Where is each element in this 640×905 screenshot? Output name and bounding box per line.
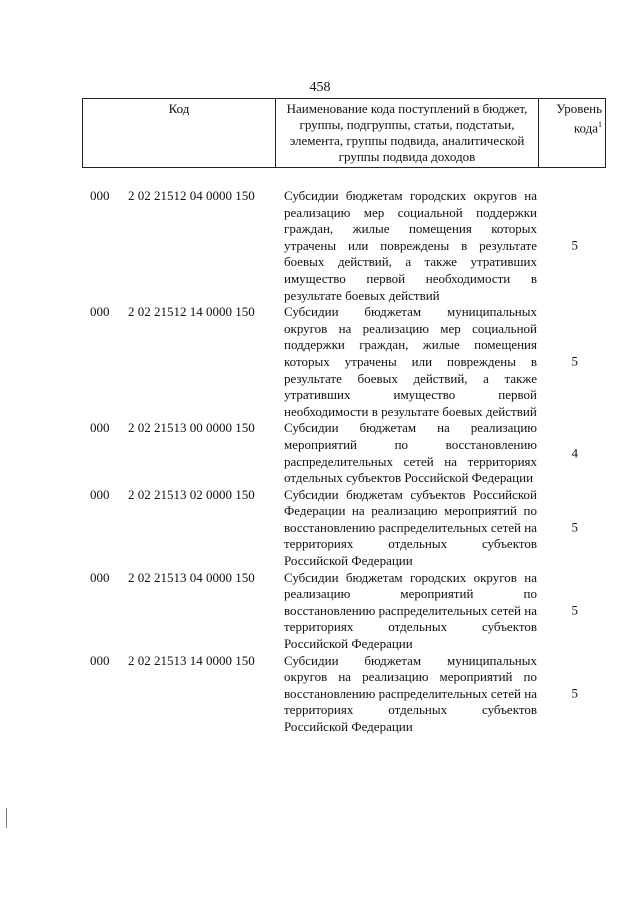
row-description: Субсидии бюджетам на реализацию мероприятий по восстановлению распределительных сетей на территориях отдельных субъектов Российской Федерации [284, 420, 537, 486]
column-header-level [539, 99, 606, 168]
column-header-name: Наименование кода поступлений в бюджет, группы, подгруппы, статьи, подстатьи, элемента, группы подвида, аналитической группы подвида доходов [276, 99, 539, 168]
row-prefix: 000 [90, 188, 110, 203]
row-code: 2 02 21513 04 0000 150 [128, 569, 255, 585]
row-description: Субсидии бюджетам городских округов на реализацию мер социальной поддержки граждан, жилые помещения которых утрачены или повреждены в результате боевых действий, а также утративших имущество первой необходимости в результате боевых действий [284, 188, 537, 303]
row-code: 2 02 21513 02 0000 150 [128, 486, 255, 502]
table-row [82, 420, 606, 486]
table-row [82, 570, 606, 653]
table-row [82, 188, 606, 304]
row-level: 5 [571, 353, 578, 369]
column-header-level-label: Уровень кода [556, 101, 602, 136]
table-body [82, 188, 606, 736]
table-row [82, 304, 606, 420]
row-level: 5 [571, 685, 578, 701]
row-level: 4 [571, 445, 578, 461]
row-level: 5 [571, 519, 578, 535]
table-row [82, 487, 606, 570]
scan-margin-mark [6, 808, 7, 828]
page-number: 458 [309, 80, 331, 95]
table-header [82, 98, 606, 168]
column-header-code: Код [83, 99, 276, 168]
row-code: 2 02 21512 04 0000 150 [128, 188, 255, 203]
row-level: 5 [571, 237, 578, 253]
row-description: Субсидии бюджетам субъектов Российской Федерации на реализацию мероприятий по восстановлению распределительных сетей на территориях отдельных субъектов Российской Федерации [284, 486, 537, 569]
table-row [82, 653, 606, 736]
row-prefix: 000 [90, 304, 110, 320]
row-description: Субсидии бюджетам муниципальных округов на реализацию мер социальной поддержки граждан, жилые помещения которых утрачены или повреждены в результате боевых действий, а также утративших имущество первой необходимости в результате боевых действий [284, 304, 537, 419]
footnote-marker: 1 [598, 120, 602, 129]
row-prefix: 000 [90, 569, 110, 585]
row-description: Субсидии бюджетам городских округов на реализацию мероприятий по восстановлению распределительных сетей на территориях отдельных субъектов Российской Федерации [284, 569, 537, 652]
row-prefix: 000 [90, 652, 110, 668]
row-prefix: 000 [90, 486, 110, 502]
row-description: Субсидии бюджетам муниципальных округов на реализацию мероприятий по восстановлению распределительных сетей на территориях отдельных субъектов Российской Федерации [284, 652, 537, 734]
row-code: 2 02 21512 14 0000 150 [128, 304, 255, 320]
row-prefix: 000 [90, 420, 110, 436]
row-code: 2 02 21513 14 0000 150 [128, 652, 255, 668]
row-level: 5 [571, 602, 578, 618]
row-code: 2 02 21513 00 0000 150 [128, 420, 255, 436]
